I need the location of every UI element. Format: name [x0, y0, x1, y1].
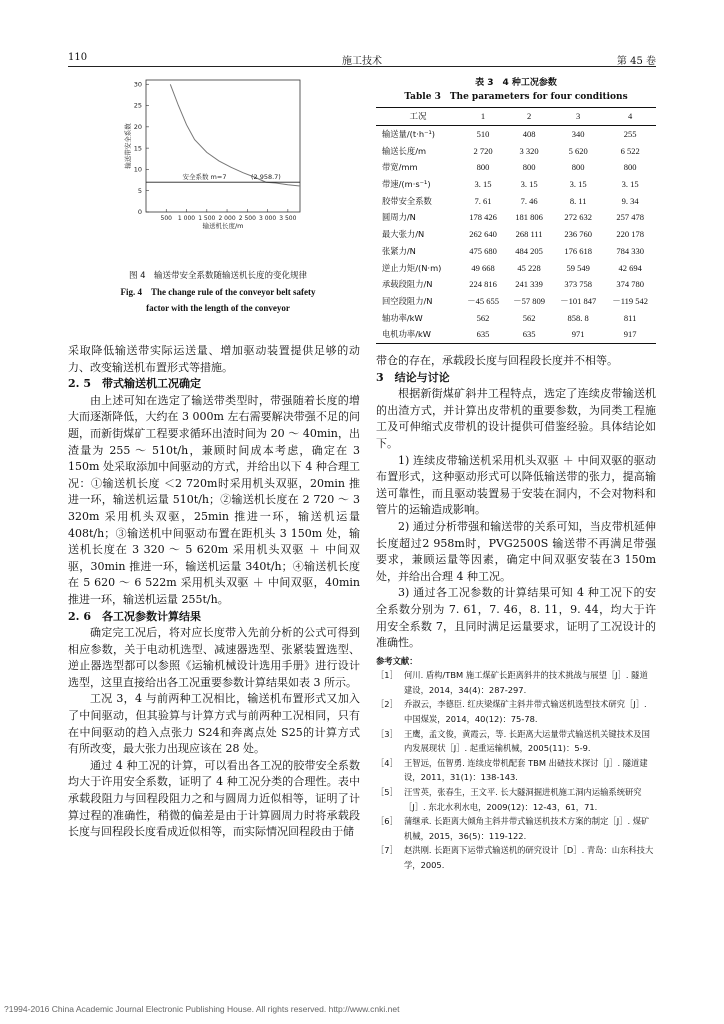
right-column — [376, 353, 656, 873]
table-cell: 257 478 — [616, 212, 644, 223]
paragraph: 工况 3，4 与前两种工况相比，输送机布置形式又加入了中间驱动，但其验算与计算方式与前两种工况相同，只有在中间驱动的趋入点张力 S24和奔离点处 S25的计算方式有所改变，最大张力出现应该在 28 处。 — [68, 692, 360, 756]
table-cell: 224 816 — [469, 279, 497, 290]
row-label: 逆止力矩/(N·m) — [382, 262, 442, 273]
references-title: 参考文献： — [376, 655, 418, 666]
table-cell: 971 — [552, 326, 604, 343]
paragraph: 3) 通过各工况参数的计算结果可知 4 种工况下的安全系数分别为 7. 61，7. 46，8. 11，9. 44，均大于许用安全系数 7，且同时满足运量要求，证明了工况设计的准确性。 — [376, 586, 656, 650]
reference-item — [376, 668, 656, 697]
table-cell: 181 806 — [515, 212, 543, 223]
table-cell: 59 549 — [566, 262, 590, 273]
section-heading-3: 3 结论与讨论 — [376, 370, 450, 384]
reference-number: ［2］ — [376, 699, 398, 710]
paragraph: 采取降低输送带实际运送量、增加驱动装置提供足够的动力、改变输送机布置形式等措施。 — [68, 344, 360, 374]
table-row — [376, 326, 656, 343]
row-label: 承载段阻力/N — [382, 279, 433, 290]
reference-item — [376, 697, 656, 726]
table-cell: 45 228 — [517, 262, 541, 273]
row-label: 轴功率/kW — [382, 312, 423, 323]
intersection-annotation: (2 958.7) — [250, 173, 281, 182]
row-label: 回空段阻力/N — [382, 295, 433, 306]
reference-number: ［1］ — [376, 670, 398, 681]
figure-caption-cn: 图 4 输送带安全系数随输送机长度的变化规律 — [128, 271, 308, 281]
reference-text: 王智远，伍智勇. 连续皮带机配套 TBM 出碴技术探讨［J］. 隧道建设，2011，31(1)：138-143. — [404, 757, 648, 783]
x-tick-label: 1 500 — [198, 215, 216, 222]
y-tick-label: 20 — [133, 123, 142, 132]
reference-text: 何川. 盾构/TBM 施工煤矿长距离斜井的技术挑战与展望［J］. 隧道建设，2014，34(4)：287-297. — [404, 670, 648, 695]
y-axis-label: 输送带安全系数 — [124, 123, 132, 169]
paragraph: 由上述可知在选定了输送带类型时，带强随着长度的增大而逐渐降低，大约在 3 000m 左右需要解决带强不足的问题，而新街煤矿工程要求循环出渣时间为 20 ～ 40min，出渣量为 255 ～ 510t/h，兼顾时间成本考虑，确定在 3 150m 处采取添加中间驱动的方式，并给出以下 4 种合理工况：①输送机长度 ＜2 720m时采用机头双驱，20min 推进一环，输送机运量 510t/h；②输送机长度在 2 720 ～ 3 320m 采用机头双驱，25min 推进一环，输送机运量 408t/h；③输送机中间驱动布置在距机头 3 150m 处，输送机长度在 3 320 ～ 5 620m 采用机头双驱 ＋ 中间双驱，30min 推进一环，输送机运量 340t/h；④输送机长度在 5 620 ～ 6 522m 采用机头双驱 ＋ 中间双驱，40min 推进一环，输送机运量 255t/h。 — [68, 393, 360, 606]
safety-factor-curve — [170, 84, 300, 186]
table-cell: 3. 15 — [520, 179, 538, 190]
table-row — [376, 243, 656, 260]
journal-title: 施工技术 — [342, 56, 382, 67]
paragraph: 确定完工况后，将对应长度带入先前分析的公式可得到相应参数，关于电动机选型、减速器选型、张紧装置选型、逆止器选型都可以参照《运输机械设计选用手册》进行设计选型，这里直接给出各工况重要参数计算结果如表 3 所示。 — [68, 626, 360, 689]
table-header-row — [376, 108, 656, 126]
safety-factor-chart — [68, 72, 368, 262]
paragraph: 1) 连续皮带输送机采用机头双驱 ＋ 中间双驱的驱动布置形式，这种驱动形式可以降低输送带的张力，提高输送可靠性，而且驱动装置易于安装在洞内，不会对物料和管片的运输造成影响。 — [376, 453, 656, 517]
y-tick-label: 15 — [133, 144, 142, 153]
table-cell: 3. 15 — [569, 179, 587, 190]
table-row — [376, 209, 656, 226]
table-cell: －57 809 — [513, 295, 546, 306]
x-tick-label: 2 500 — [238, 215, 256, 222]
table-cell: 562 — [522, 312, 536, 323]
table-cell: 784 330 — [616, 245, 644, 256]
table-cell: 176 618 — [564, 245, 592, 256]
table-cell: 800 — [476, 162, 490, 173]
reference-text: 蒲继承. 长距离大倾角主斜井带式输送机技术方案的制定［J］. 煤矿机械，2015，36(5)：119-122. — [404, 816, 650, 841]
table-row — [376, 276, 656, 293]
table-cell: 800 — [623, 162, 637, 173]
col-header: 2 — [506, 108, 552, 126]
table-cell: 5 620 — [568, 145, 588, 156]
table-cell: 6 522 — [620, 145, 640, 156]
row-label: 电机功率/kW — [376, 326, 460, 343]
reference-item — [376, 843, 656, 872]
table-cell: －101 847 — [560, 295, 597, 306]
table-cell: 7. 61 — [474, 195, 492, 206]
references — [376, 654, 656, 873]
table-cell: 562 — [476, 312, 490, 323]
table-caption-cn: 表 3 4 种工况参数 — [475, 78, 557, 88]
x-tick-label: 3 500 — [279, 215, 297, 222]
table-cell: 811 — [623, 312, 637, 323]
reference-text: 乔淑云，李德臣. 红庆梁煤矿主斜井带式输送机选型技术研究［J］. 中国煤炭，2014，40(12)：75-78. — [404, 699, 647, 725]
table-cell: 374 780 — [616, 279, 644, 290]
reference-text: 赵洪刚. 长距离下运带式输送机的研究设计［D］. 青岛：山东科技大学，2005. — [404, 845, 654, 870]
table-row — [376, 259, 656, 276]
reference-item — [376, 814, 656, 843]
y-tick-label: 10 — [133, 165, 142, 174]
left-column — [68, 343, 360, 841]
section-heading-2-6: 2. 6 各工况参数计算结果 — [68, 609, 201, 623]
col-header: 4 — [604, 108, 656, 126]
table-cell: 3. 15 — [474, 179, 492, 190]
table-row — [376, 192, 656, 209]
row-label: 输送量/(t·h⁻¹) — [382, 129, 436, 140]
table-cell: 49 668 — [471, 262, 495, 273]
table-row — [376, 176, 656, 193]
table-cell: 635 — [460, 326, 506, 343]
row-label: 带速/(m·s⁻¹) — [382, 179, 431, 190]
table-cell: 262 640 — [469, 229, 497, 240]
table-row — [376, 159, 656, 176]
table-cell: 3. 15 — [621, 179, 639, 190]
table-row — [376, 293, 656, 310]
reference-text: 王鹰，孟文俊，黄霞云，等. 长距离大运量带式输送机关键技术及国内发展现状［J］. 起重运输机械，2005(11)：5-9. — [404, 728, 650, 754]
table-row — [376, 142, 656, 159]
col-header: 1 — [460, 108, 506, 126]
header-rule — [68, 66, 656, 67]
table-cell: 42 694 — [618, 262, 642, 273]
table-cell: 178 426 — [469, 212, 497, 223]
x-tick-label: 2 000 — [218, 215, 236, 222]
col-header: 3 — [552, 108, 604, 126]
y-tick-label: 30 — [133, 80, 142, 89]
y-tick-label: 0 — [137, 208, 142, 217]
reference-item — [376, 756, 656, 785]
x-tick-label: 500 — [160, 215, 172, 222]
reference-number: ［7］ — [376, 845, 398, 856]
table-cell: 800 — [571, 162, 585, 173]
table-cell: 3 320 — [519, 145, 539, 156]
x-tick-label: 3 000 — [258, 215, 277, 222]
table-cell: 268 111 — [515, 229, 543, 240]
table-cell: 373 758 — [564, 279, 592, 290]
table-cell: 475 680 — [469, 245, 497, 256]
copyright-footer: ?1994-2016 China Academic Journal Electronic Publishing House. All rights reserved. http://www.cnki.net — [4, 1004, 400, 1014]
x-axis-label: 输送机长度/m — [202, 222, 244, 230]
table-cell: 858. 8 — [567, 312, 589, 323]
paragraph: 通过 4 种工况的计算，可以看出各工况的胶带安全系数均大于许用安全系数，证明了 4 种工况分类的合理性。表中承载段阻力与回程段阻力之和与圆周力近似相等，证明了计算过程的准确性，稍微的偏差是由于计算圆周力时将承载段长度与回程段长度看成近似相等，而实际情况回程段由于储 — [68, 758, 360, 839]
threshold-annotation: 安全系数 m=7 — [182, 173, 227, 182]
table-cell: 241 339 — [515, 279, 543, 290]
table-cell: －119 542 — [612, 295, 649, 306]
row-label: 最大张力/N — [382, 229, 425, 240]
table-cell: －45 655 — [467, 295, 499, 306]
table-cell: 484 205 — [515, 245, 543, 256]
table-row — [376, 309, 656, 326]
table-cell: 9. 34 — [621, 195, 639, 206]
table-cell: 236 760 — [564, 229, 592, 240]
volume-label: 第 45 卷 — [616, 56, 656, 67]
reference-item — [376, 727, 656, 756]
paragraph: 2) 通过分析带强和输送带的关系可知，当皮带机延伸长度超过2 958m时，PVG2500S 输送带不再满足带强要求，兼顾运量等因素，确定中间双驱安装在3 150m处，并给出合理 4 种工况。 — [376, 519, 656, 583]
table-cell: 8. 11 — [569, 195, 587, 206]
table-cell: 7. 46 — [520, 195, 538, 206]
reference-number: ［3］ — [376, 728, 398, 739]
paragraph: 根据新街煤矿斜井工程特点，选定了连续皮带输送机的出渣方式，并计算出皮带机的重要参数，为同类工程施工及可伸缩式皮带机的设计提供可借鉴经验。具体结论如下。 — [376, 387, 656, 450]
row-label: 带宽/mm — [382, 162, 418, 173]
reference-number: ［5］ — [376, 787, 398, 798]
reference-number: ［6］ — [376, 816, 398, 827]
table-cell: 510 — [476, 129, 490, 140]
row-label: 胶带安全系数 — [382, 195, 432, 206]
table-cell: 917 — [604, 326, 656, 343]
page-number: 110 — [68, 52, 88, 63]
table-row — [376, 226, 656, 243]
section-heading-2-5: 2. 5 带式输送机工况确定 — [68, 377, 201, 391]
figure-caption-en-1: Fig. 4 The change rule of the conveyor belt safety — [120, 287, 316, 297]
table-3 — [376, 76, 656, 344]
table-cell: 220 178 — [616, 229, 644, 240]
table-cell: 635 — [506, 326, 552, 343]
figure-caption-en-2: factor with the length of the conveyor — [146, 303, 290, 313]
table-cell: 408 — [522, 129, 536, 140]
table-caption-en: Table 3 The parameters for four conditions — [404, 92, 628, 102]
y-tick-label: 5 — [137, 186, 142, 195]
x-tick-label: 1 000 — [177, 215, 196, 222]
figure-4 — [68, 72, 368, 334]
table-cell: 272 632 — [564, 212, 592, 223]
parameters-table — [376, 107, 656, 344]
table-cell: 255 — [623, 129, 637, 140]
table-cell: 340 — [571, 129, 585, 140]
row-label: 张紧力/N — [382, 245, 416, 256]
paragraph: 带仓的存在，承载段长度与回程段长度并不相等。 — [376, 354, 618, 367]
plot-frame — [146, 80, 300, 212]
col-header: 工况 — [376, 108, 460, 126]
row-label: 圆周力/N — [382, 212, 416, 223]
reference-text: 汪雪英，张春生，王文平. 长大隧洞掘进机施工洞内运输系统研究［J］. 东北水利水电，2009(12)：12-43，61，71. — [404, 787, 642, 812]
table-row — [376, 125, 656, 142]
row-label: 输送长度/m — [382, 145, 427, 156]
reference-number: ［4］ — [376, 757, 398, 768]
y-tick-label: 25 — [133, 101, 142, 110]
reference-item — [376, 785, 656, 814]
table-cell: 2 720 — [473, 145, 493, 156]
table-cell: 800 — [522, 162, 536, 173]
